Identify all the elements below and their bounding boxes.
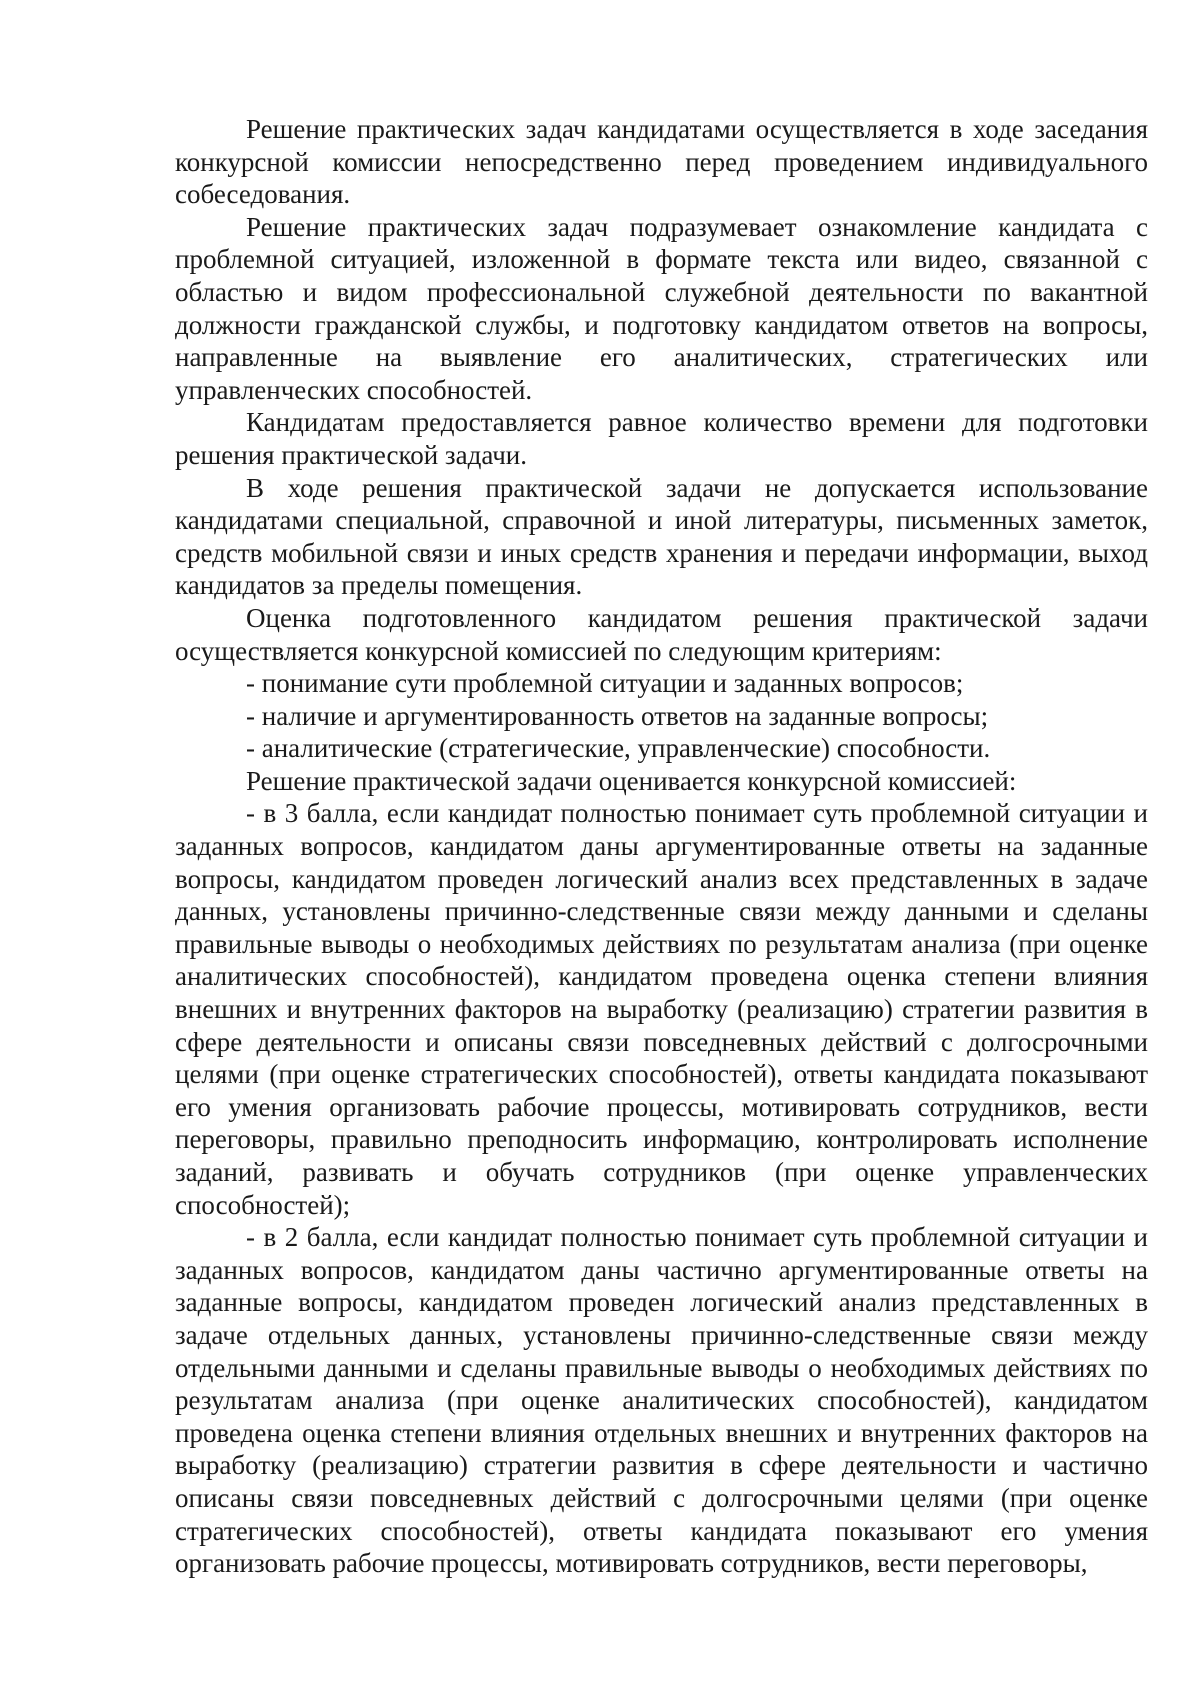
document-body [175, 113, 1148, 1580]
paragraph-equal-time: Кандидатам предоставляется равное количество времени для подготовки решения практической задачи. [175, 407, 1148, 470]
list-item-criterion-argumentation: - наличие и аргументированность ответов на заданные вопросы; [246, 700, 989, 731]
paragraph-tasks-timing: Решение практических задач кандидатами осуществляется в ходе заседания конкурсной комиссии непосредственно перед проведением индивидуального собеседования. [175, 114, 1148, 210]
list-item-score-3: - в 3 балла, если кандидат полностью понимает суть проблемной ситуации и заданных вопросов, кандидатом даны аргументированные ответы на заданные вопросы, кандидатом проведен логический анализ всех представленных в задаче данных, установлены причинно-следственные связи между данными и сделаны правильные выводы о необходимых действиях по результатам анализа (при оценке аналитических способностей), кандидатом проведена оценка степени влияния внешних и внутренних факторов на выработку (реализацию) стратегии развития в сфере деятельности и описаны связи повседневных действий с долгосрочными целями (при оценке стратегических способностей), ответы кандидата показывают его умения организовать рабочие процессы, мотивировать сотрудников, вести переговоры, правильно преподносить информацию, контролировать исполнение заданий, развивать и обучать сотрудников (при оценке управленческих способностей); [175, 798, 1148, 1220]
paragraph-scoring-intro: Решение практической задачи оценивается конкурсной комиссией: [246, 765, 1017, 796]
list-item-criterion-understanding: - понимание сути проблемной ситуации и заданных вопросов; [246, 668, 964, 699]
paragraph-evaluation-criteria: Оценка подготовленного кандидатом решения практической задачи осуществляется конкурсной комиссией по следующим критериям: [175, 602, 1148, 666]
paragraph-restrictions: В ходе решения практической задачи не допускается использование кандидатами специальной, справочной и иной литературы, письменных заметок, средств мобильной связи и иных средств хранения и передачи информации, выход кандидатов за пределы помещения. [175, 472, 1148, 601]
list-item-criterion-abilities: - аналитические (стратегические, управленческие) способности. [246, 733, 991, 764]
paragraph-tasks-definition: Решение практических задач подразумевает ознакомление кандидата с проблемной ситуацией, изложенной в формате текста или видео, связанной с областью и видом профессиональной служебной деятельности по вакантной должности гражданской службы, и подготовку кандидатом ответов на вопросы, направленные на выявление его аналитических, стратегических или управленческих способностей. [175, 211, 1148, 405]
list-item-score-2: - в 2 балла, если кандидат полностью понимает суть проблемной ситуации и заданных вопросов, кандидатом даны частично аргументированные ответы на заданные вопросы, кандидатом проведен логический анализ представленных в задаче отдельных данных, установлены причинно-следственные связи между отдельными данными и сделаны правильные выводы о необходимых действиях по результатам анализа (при оценке аналитических способностей), кандидатом проведена оценка степени влияния отдельных внешних и внутренних факторов на выработку (реализацию) стратегии развития в сфере деятельности и частично описаны связи повседневных действий с долгосрочными целями (при оценке стратегических способностей), ответы кандидата показывают его умения организовать рабочие процессы, мотивировать сотрудников, вести переговоры, [175, 1222, 1148, 1579]
